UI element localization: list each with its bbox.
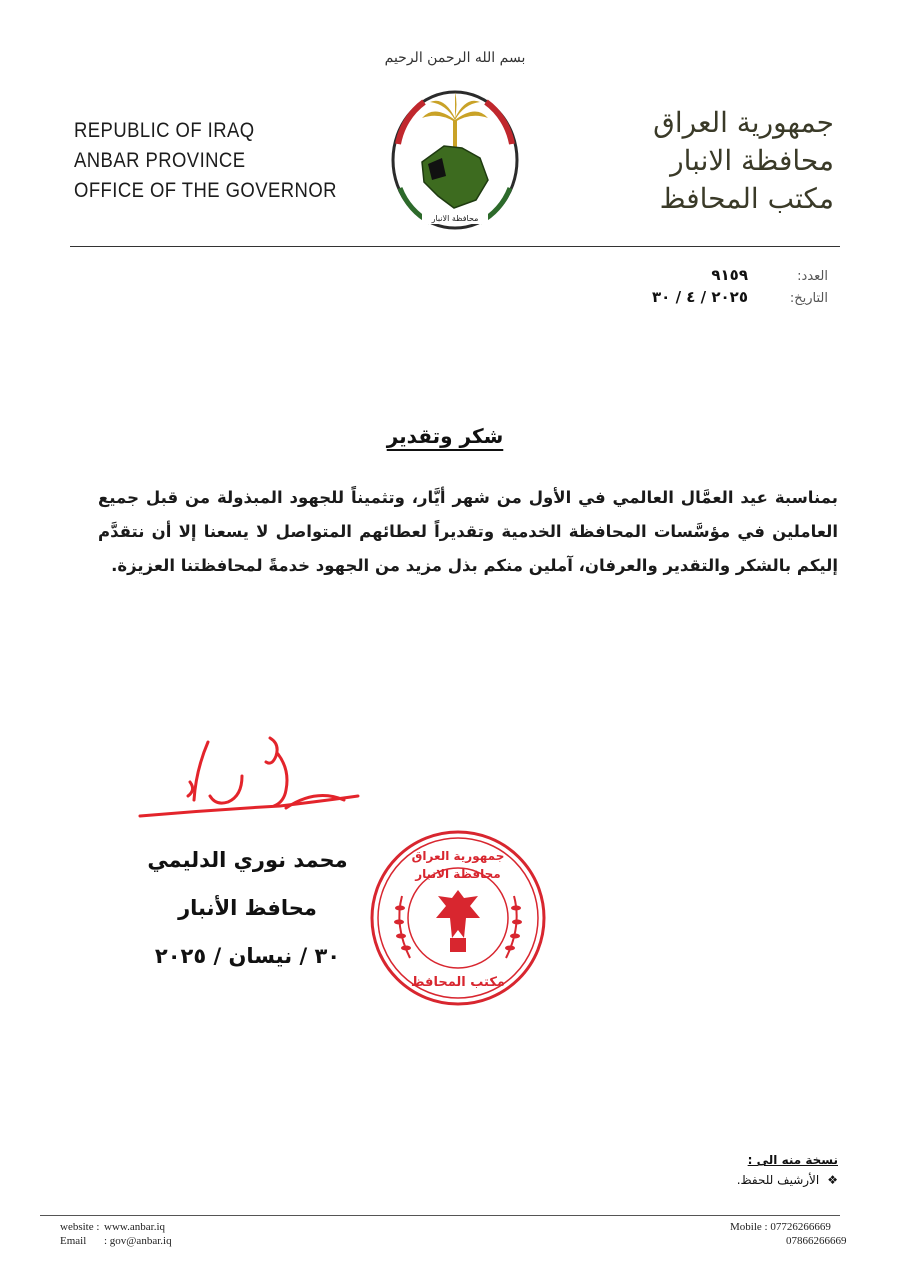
header-divider bbox=[70, 246, 840, 247]
reference-date-row bbox=[528, 288, 828, 310]
signature-block bbox=[140, 836, 355, 980]
reference-block bbox=[528, 266, 828, 310]
mobile-number-2: 07866266669 bbox=[786, 1235, 847, 1247]
footer-website-row bbox=[60, 1220, 172, 1234]
copies-item-text: الأرشيف للحفظ. bbox=[736, 1173, 820, 1187]
copies-block bbox=[538, 1150, 838, 1190]
letter-title: شكر وتقدير bbox=[386, 424, 504, 448]
reference-date-label: التاريخ: bbox=[789, 291, 828, 306]
arabic-line-province: محافظة الانبار bbox=[670, 144, 834, 177]
signatory-name: محمد نوري الدليمي bbox=[147, 848, 348, 872]
arabic-line-country: جمهورية العراق bbox=[653, 106, 834, 139]
arabic-line-office: مكتب المحافظ bbox=[659, 182, 834, 215]
reference-date-value: ٢٠٢٥ / ٤ / ٣٠ bbox=[652, 288, 748, 306]
stamp-top-text: جمهورية العراق bbox=[411, 849, 505, 863]
footer-email-row bbox=[60, 1234, 172, 1248]
website-label: website : bbox=[60, 1221, 100, 1233]
email-label: Email bbox=[60, 1235, 87, 1247]
signature-date: ٣٠ / نيسان / ٢٠٢٥ bbox=[154, 944, 341, 968]
basmala: بسم الله الرحمن الرحيم bbox=[384, 50, 526, 66]
signatory-position: محافظ الأنبار bbox=[178, 896, 317, 920]
arabic-letterhead bbox=[604, 104, 834, 218]
footer-contact-left bbox=[60, 1220, 172, 1248]
bullet-icon: ❖ bbox=[827, 1173, 838, 1187]
english-letterhead bbox=[74, 116, 337, 206]
footer-mobile-row bbox=[730, 1220, 847, 1234]
copies-title: نسخة منه الى : bbox=[747, 1153, 838, 1167]
reference-number-value: ٩١٥٩ bbox=[711, 266, 748, 284]
official-stamp-icon bbox=[366, 826, 550, 1010]
mobile-number-1: 07726266669 bbox=[770, 1221, 831, 1233]
mobile-label: Mobile : bbox=[730, 1221, 768, 1233]
english-line-office: OFFICE OF THE GOVERNOR bbox=[74, 179, 337, 202]
website-value[interactable]: www.anbar.iq bbox=[104, 1221, 165, 1233]
copies-item bbox=[538, 1170, 838, 1190]
province-emblem-icon bbox=[384, 84, 526, 234]
email-value[interactable]: : gov@anbar.iq bbox=[104, 1235, 172, 1247]
reference-number-label: العدد: bbox=[797, 269, 828, 284]
stamp-bottom-text: مكتب المحافظ bbox=[411, 975, 505, 990]
stamp-mid-text: محافظة الانبار bbox=[415, 867, 501, 881]
letter-body: بمناسبة عيد العمَّال العالمي في الأول من شهر أيَّار، وتثميناً للجهود المبذولة من قبل جميع العاملين في مؤسَّسات المحافظة الخدمية وتقديراً لعطائهم المتواصل لا يسعنا إلا أن نتقدَّم إليكم بالشكر والتقدير والعرفان، آملين منكم بذل مزيد من الجهود خدمةً لمحافظتنا العزيزة. bbox=[98, 488, 838, 575]
handwritten-signature-icon bbox=[130, 730, 370, 830]
emblem-caption: محافظة الانبار bbox=[431, 214, 479, 223]
english-line-province: ANBAR PROVINCE bbox=[74, 149, 246, 172]
reference-number-row bbox=[528, 266, 828, 288]
footer-contact-right bbox=[730, 1220, 847, 1248]
footer-divider bbox=[40, 1215, 840, 1216]
english-line-country: REPUBLIC OF IRAQ bbox=[74, 119, 255, 142]
